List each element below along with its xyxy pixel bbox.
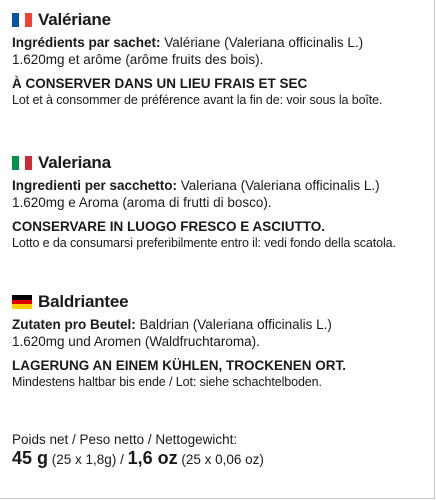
ingredients-label: Zutaten pro Beutel: [12, 317, 136, 332]
weight-ounces: 1,6 oz [127, 448, 178, 468]
ingredients-text-2: 1.620mg et arôme (arôme fruits des bois). [12, 52, 264, 67]
lang-name: Valériane [38, 10, 111, 29]
ingredients-label: Ingrédients par sachet: [12, 35, 161, 50]
ingredients-label: Ingredienti per sacchetto: [12, 178, 178, 193]
lot-note: Lot et à consommer de préférence avant la fin de: voir sous la boîte. [12, 93, 383, 107]
storage-instructions: CONSERVARE IN LUOGO FRESCO E ASCIUTTO. [12, 219, 326, 234]
lot-note: Mindestens haltbar bis ende / Lot: siehe schachtelboden. [12, 375, 322, 389]
storage-instructions: À CONSERVER DANS UN LIEU FRAIS ET SEC [12, 76, 308, 91]
lang-heading-italian [12, 152, 428, 174]
germany-flag-icon [12, 295, 32, 309]
france-flag-icon [12, 13, 32, 27]
section-french [12, 9, 428, 109]
lang-name: Baldriantee [38, 292, 129, 311]
section-italian [12, 152, 428, 252]
lang-heading-french [12, 9, 428, 31]
ingredients-text-2: 1.620mg und Aromen (Waldfruchtaroma). [12, 334, 260, 349]
ingredients [12, 34, 428, 68]
ingredients [12, 177, 428, 211]
net-weight-values [12, 448, 264, 469]
ingredients-text: Valeriana (Valeriana officinalis L.) [177, 178, 380, 193]
storage-instructions: LAGERUNG AN EINEM KÜHLEN, TROCKENEN ORT. [12, 358, 347, 373]
lang-heading-german [12, 291, 428, 313]
weight-grams: 45 g [12, 448, 49, 468]
ingredients [12, 316, 428, 350]
weight-ounces-detail: (25 x 0,06 oz) [177, 452, 264, 467]
ingredients-text: Valériane (Valeriana officinalis L.) [160, 35, 364, 50]
ingredients-text: Baldrian (Valeriana officinalis L.) [135, 317, 332, 332]
ingredients-text-2: 1.620mg e Aroma (aroma di frutti di bosco). [12, 195, 272, 210]
lot-note: Lotto e da consumarsi preferibilmente entro il: vedi fondo della scatola. [12, 236, 396, 250]
weight-grams-detail: (25 x 1,8g) / [48, 452, 128, 467]
net-weight-label: Poids net / Peso netto / Nettogewicht: [12, 432, 238, 447]
lang-name: Valeriana [38, 153, 111, 172]
section-german [12, 291, 428, 391]
italy-flag-icon [12, 156, 32, 170]
